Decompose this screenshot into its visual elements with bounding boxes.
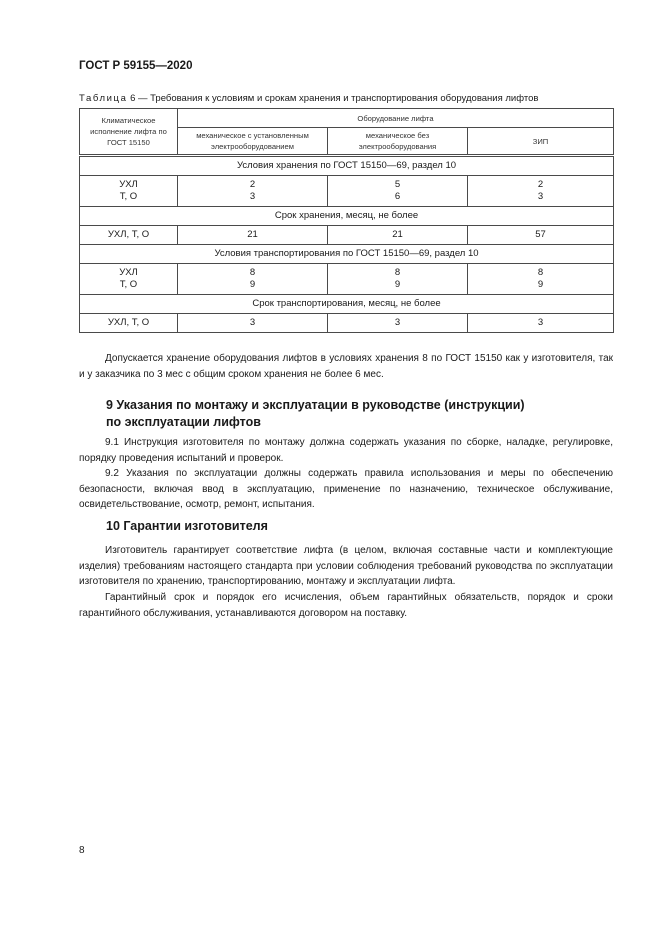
section-9-title-line2: по эксплуатации лифтов: [106, 415, 261, 429]
header-climate: Климатическое исполнение лифта по ГОСТ 15150: [80, 109, 178, 156]
section-9-paragraph-2: [79, 466, 613, 513]
section-row-transport-conditions: [80, 245, 614, 264]
cell-climate: УХЛ, Т, О: [80, 226, 178, 245]
table-caption-label: Таблица: [79, 93, 128, 104]
section-9-p1-text: 9.1 Инструкция изготовителя по монтажу должна содержать указания по сборке, наладке, регулировке, порядку проведения испытаний и проверок.: [79, 437, 613, 464]
section-9-p2-text: 9.2 Указания по эксплуатации должны содержать правила использования и меры по обеспечению безопасности, включая ввод в эксплуатацию, применение по назначению, техническое обслуживание, освидетельствование, осмотр, ремонт, испытания.: [79, 468, 613, 510]
storage-note-paragraph: [79, 351, 613, 382]
cell-value: 21: [328, 226, 468, 245]
section-storage-conditions: Условия хранения по ГОСТ 15150—69, раздел 10: [80, 156, 614, 176]
cell-line: 3: [249, 191, 256, 202]
cell-line: 9: [394, 279, 401, 290]
table-caption-text: 6 — Требования к условиям и срокам хранения и транспортирования оборудования лифтов: [127, 93, 539, 104]
table-row: [80, 314, 614, 333]
header-mech-with-electrical: механическое с установленным электрооборудованием: [178, 128, 328, 156]
requirements-table: [79, 108, 614, 333]
cell-line: 5: [394, 179, 401, 190]
section-10-paragraph-2: [79, 590, 613, 621]
cell-value: [178, 264, 328, 295]
cell-value: 3: [328, 314, 468, 333]
table-row: [80, 264, 614, 295]
cell-line: УХЛ: [119, 267, 138, 278]
section-transport-term: Срок транспортирования, месяц, не более: [80, 295, 614, 314]
cell-value: 57: [468, 226, 614, 245]
section-storage-term: Срок хранения, месяц, не более: [80, 207, 614, 226]
document-header-code: ГОСТ Р 59155—2020: [79, 60, 193, 72]
cell-value: [468, 264, 614, 295]
section-transport-conditions: Условия транспортирования по ГОСТ 15150—69, раздел 10: [80, 245, 614, 264]
header-mech-no-electrical: механическое без электрооборудования: [328, 128, 468, 156]
storage-note-text: Допускается хранение оборудования лифтов в условиях хранения 8 по ГОСТ 15150 как у изготовителя, так и у заказчика по 3 мес с общим сроком хранения не более 6 мес.: [79, 353, 613, 380]
table-row: [80, 176, 614, 207]
cell-line: 8: [394, 267, 401, 278]
cell-value: 3: [468, 314, 614, 333]
cell-value: [328, 264, 468, 295]
cell-line: 8: [249, 267, 256, 278]
section-row-transport-term: [80, 295, 614, 314]
cell-line: УХЛ: [119, 179, 138, 190]
page-number: 8: [79, 845, 85, 856]
cell-line: 9: [249, 279, 256, 290]
section-row-storage-conditions: [80, 156, 614, 176]
section-9-paragraph-1: [79, 435, 613, 466]
section-9-title-line1: 9 Указания по монтажу и эксплуатации в руководстве (инструкции): [106, 398, 525, 412]
cell-line: 2: [537, 179, 544, 190]
section-10-heading: 10 Гарантии изготовителя: [106, 519, 268, 533]
cell-climate: [80, 264, 178, 295]
cell-value: [178, 176, 328, 207]
section-10-paragraph-1: [79, 543, 613, 590]
section-10-p1-text: Изготовитель гарантирует соответствие лифта (в целом, включая составные части и комплектующие изделия) требованиям настоящего стандарта при условии соблюдения требований руководства по эксплуатации изготовителя по хранению, транспортированию, монтажу и эксплуатации лифта.: [79, 545, 613, 587]
cell-line: Т, О: [119, 191, 138, 202]
cell-line: 6: [394, 191, 401, 202]
section-row-storage-term: [80, 207, 614, 226]
cell-value: 21: [178, 226, 328, 245]
section-10-p2-text: Гарантийный срок и порядок его исчисления, объем гарантийных обязательств, порядок и сроки гарантийного обслуживания, устанавливаются договором на поставку.: [79, 592, 613, 619]
cell-line: Т, О: [119, 279, 138, 290]
cell-line: 2: [249, 179, 256, 190]
section-9-heading: [106, 397, 606, 431]
cell-line: 8: [537, 267, 544, 278]
header-zip: ЗИП: [468, 128, 614, 156]
table-caption: [79, 93, 538, 104]
cell-climate: [80, 176, 178, 207]
cell-climate: УХЛ, Т, О: [80, 314, 178, 333]
table-header-row: [80, 109, 614, 128]
header-equipment-group: Оборудование лифта: [178, 109, 614, 128]
cell-value: [328, 176, 468, 207]
cell-value: [468, 176, 614, 207]
cell-line: 3: [537, 191, 544, 202]
table-row: [80, 226, 614, 245]
cell-line: 9: [537, 279, 544, 290]
cell-value: 3: [178, 314, 328, 333]
